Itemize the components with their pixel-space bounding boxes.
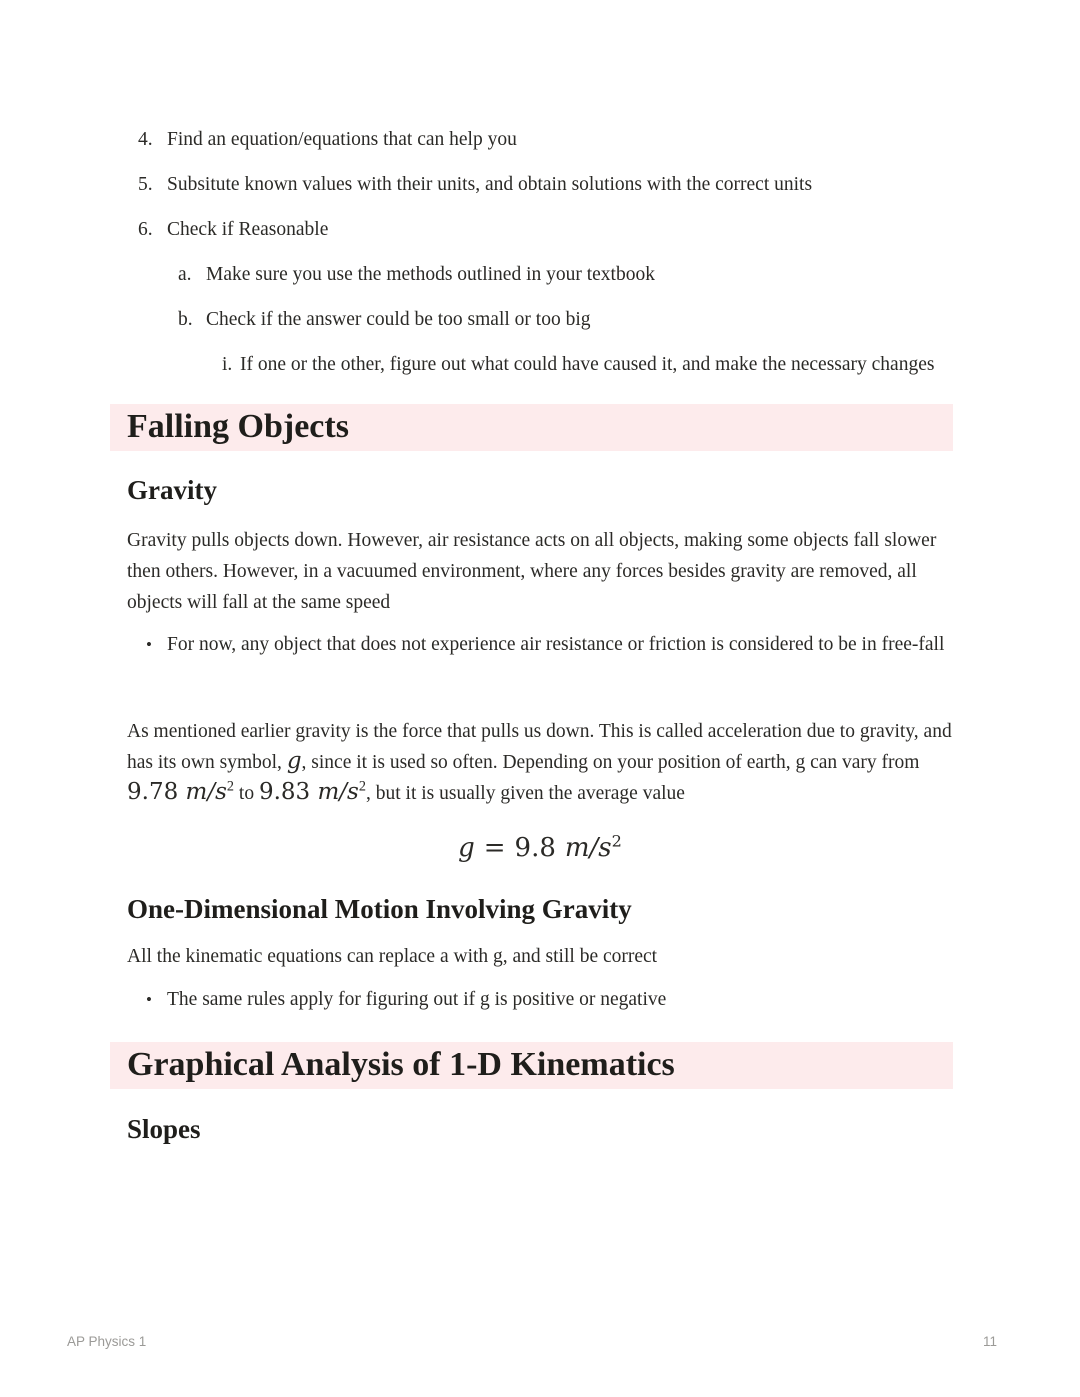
paragraph-text: , but it is usually given the average value: [365, 783, 685, 804]
gravity-paragraph: Gravity pulls objects down. However, air resistance acts on all objects, making some objects fall slower then others. However, in a vacuumed environment, where any forces besides gravity are removed, all objects will fall at the same speed: [127, 530, 937, 613]
list-marker: i.: [222, 354, 233, 375]
heading-slopes: Slopes: [127, 1114, 201, 1144]
list-item-text: If one or the other, figure out what could have caused it, and make the necessary changes: [240, 354, 935, 375]
list-item-text: Subsitute known values with their units, and obtain solutions with the correct units: [167, 174, 813, 195]
page-content: [127, 0, 953, 1146]
list-item: [127, 304, 953, 335]
bullet-text: For now, any object that does not experience air resistance or friction is considered to be in free-fall: [167, 634, 945, 655]
bullet-icon: •: [146, 635, 152, 654]
list-item: [127, 169, 953, 200]
list-item-text: Make sure you use the methods outlined in your textbook: [206, 264, 655, 285]
bullet-icon: •: [146, 990, 152, 1009]
math-value: 9.83 $m/s^2$: [258, 778, 366, 805]
math-symbol-g: g: [286, 748, 302, 774]
list-item-text: Find an equation/equations that can help you: [167, 129, 517, 150]
list-marker: a.: [178, 264, 192, 285]
list-item: [127, 984, 953, 1015]
kinematic-paragraph: All the kinematic equations can replace a with g, and still be correct: [127, 946, 658, 967]
list-item: [127, 124, 953, 155]
heading-graphical-analysis: Graphical Analysis of 1-D Kinematics: [110, 1042, 953, 1089]
list-item: [127, 349, 953, 380]
list-item: [127, 629, 953, 660]
footer-page-number: 11: [982, 1334, 997, 1349]
paragraph-text: , since it is used so often. Depending on your position of earth, g can vary from: [301, 752, 920, 773]
list-item-text: Check if the answer could be too small or too big: [206, 309, 591, 330]
list-marker: 5.: [138, 174, 153, 195]
footer-document-title: AP Physics 1: [67, 1334, 147, 1349]
acceleration-paragraph: [127, 716, 953, 809]
list-marker: 4.: [138, 129, 153, 150]
paragraph-text: As mentioned earlier gravity is the force that pulls us down. This is called acceleration due to gravity, and has its own symbol,: [127, 721, 952, 773]
list-item-text: Check if Reasonable: [167, 219, 329, 240]
list-marker: 6.: [138, 219, 153, 240]
heading-falling-objects: Falling Objects: [110, 404, 953, 451]
display-formula: g = 9.8 $m/s^2$: [458, 831, 622, 863]
math-value: 9.78 $m/s^2$: [127, 778, 235, 805]
list-marker: b.: [178, 309, 193, 330]
bullet-text: The same rules apply for figuring out if g is positive or negative: [167, 989, 667, 1010]
list-item: [127, 259, 953, 290]
heading-gravity: Gravity: [127, 475, 217, 505]
list-item: [127, 214, 953, 245]
heading-one-dimensional-motion: One-Dimensional Motion Involving Gravity: [127, 894, 632, 924]
paragraph-text: to: [234, 783, 259, 804]
